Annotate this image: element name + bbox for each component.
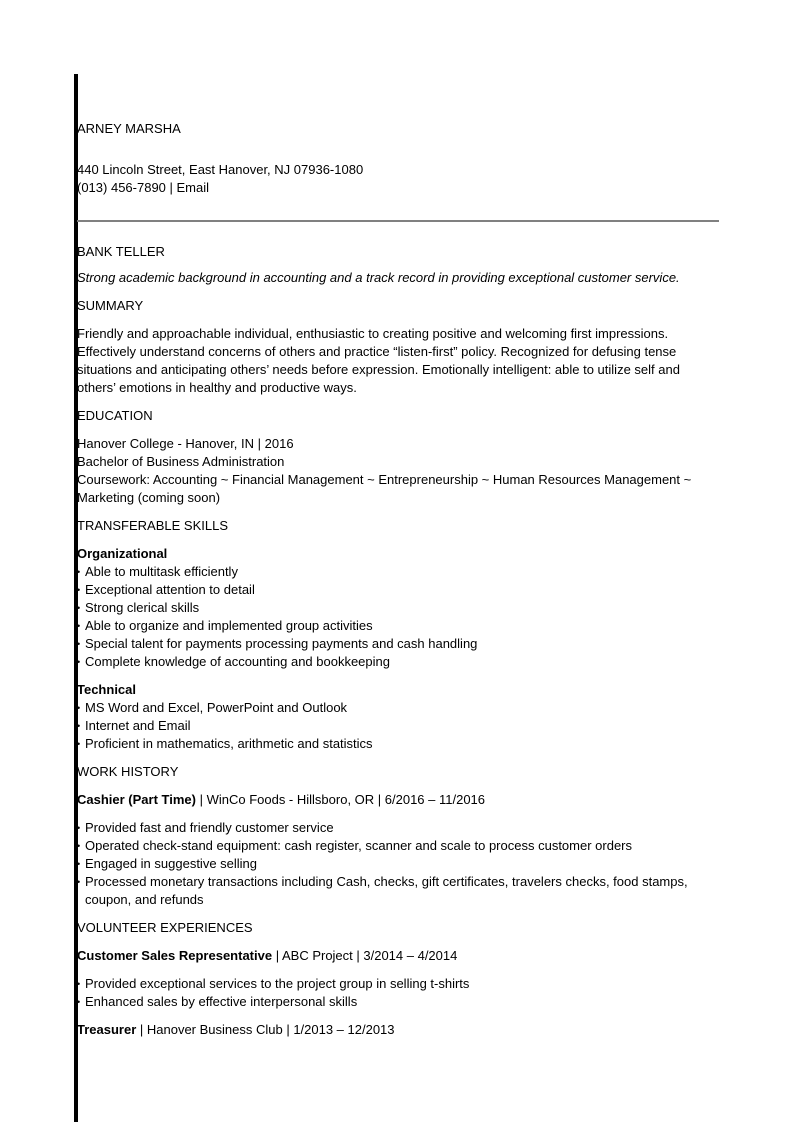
- job-detail: | WinCo Foods - Hillsboro, OR | 6/2016 – 11/2016: [195, 792, 486, 807]
- list-item: • Proficient in mathematics, arithmetic and statistics: [77, 735, 717, 753]
- volunteer-duties-list: [77, 975, 717, 1011]
- volunteer-role-title: Customer Sales Representative: [77, 948, 273, 963]
- volunteer-role-heading: [77, 947, 717, 965]
- treasurer-title: Treasurer: [77, 1022, 137, 1037]
- list-item: • Strong clerical skills: [77, 599, 717, 617]
- list-item: • MS Word and Excel, PowerPoint and Outlook: [77, 699, 717, 717]
- objective-title: BANK TELLER: [77, 244, 165, 259]
- volunteer-role-detail: | ABC Project | 3/2014 – 4/2014: [272, 948, 458, 963]
- candidate-name: ARNEY MARSHA: [77, 121, 181, 136]
- skills-title: TRANSFERABLE SKILLS: [77, 518, 228, 533]
- volunteer-title: VOLUNTEER EXPERIENCES: [77, 920, 253, 935]
- technical-skills-list: [77, 699, 717, 753]
- work-duties-list: [77, 819, 717, 909]
- list-item: • Operated check-stand equipment: cash register, scanner and scale to process customer orders: [77, 837, 717, 855]
- education-coursework: Coursework: Accounting ~ Financial Management ~ Entrepreneurship ~ Human Resources Management ~ Marketing (coming soon): [77, 472, 692, 505]
- list-item: • Able to multitask efficiently: [77, 563, 717, 581]
- education-school: Hanover College - Hanover, IN | 2016: [77, 436, 294, 451]
- list-item: • Enhanced sales by effective interpersonal skills: [77, 993, 717, 1011]
- summary-title: SUMMARY: [77, 298, 144, 313]
- education-title: EDUCATION: [77, 408, 153, 423]
- list-item: • Provided fast and friendly customer service: [77, 819, 717, 837]
- summary-text: Friendly and approachable individual, enthusiastic to creating positive and welcoming first impressions. Effectively understand concerns of others and practice “listen-first” policy. Recognized for defusing tense situations and anticipating others’ needs before expression. Emotionally intelligent: able to utilize self and others’ emotions in healthy and productive ways.: [77, 326, 680, 395]
- list-item: • Engaged in suggestive selling: [77, 855, 717, 873]
- list-item: • Exceptional attention to detail: [77, 581, 717, 599]
- education-degree: Bachelor of Business Administration: [77, 454, 285, 469]
- contact-info: [77, 161, 717, 197]
- list-item: • Internet and Email: [77, 717, 717, 735]
- treasurer-detail: | Hanover Business Club | 1/2013 – 12/2013: [136, 1022, 395, 1037]
- list-item: • Complete knowledge of accounting and bookkeeping: [77, 653, 717, 671]
- list-item: • Special talent for payments processing payments and cash handling: [77, 635, 717, 653]
- list-item: • Provided exceptional services to the project group in selling t-shirts: [77, 975, 717, 993]
- phone-email: (013) 456-7890 | Email: [77, 180, 210, 195]
- address: 440 Lincoln Street, East Hanover, NJ 07936-1080: [77, 162, 364, 177]
- list-item: • Able to organize and implemented group activities: [77, 617, 717, 635]
- organizational-skills-list: [77, 563, 717, 671]
- work-title: WORK HISTORY: [77, 764, 179, 779]
- job-heading: [77, 791, 717, 809]
- resume-body: [77, 120, 717, 1039]
- skills-organizational-heading: Organizational: [77, 546, 168, 561]
- skills-technical-heading: Technical: [77, 682, 137, 697]
- objective-text: Strong academic background in accounting and a track record in providing exceptional customer service.: [77, 270, 680, 285]
- list-item: • Processed monetary transactions including Cash, checks, gift certificates, travelers checks, food stamps, coupon, and refunds: [77, 873, 717, 909]
- treasurer-heading: [77, 1021, 717, 1039]
- job-title: Cashier (Part Time): [77, 792, 196, 807]
